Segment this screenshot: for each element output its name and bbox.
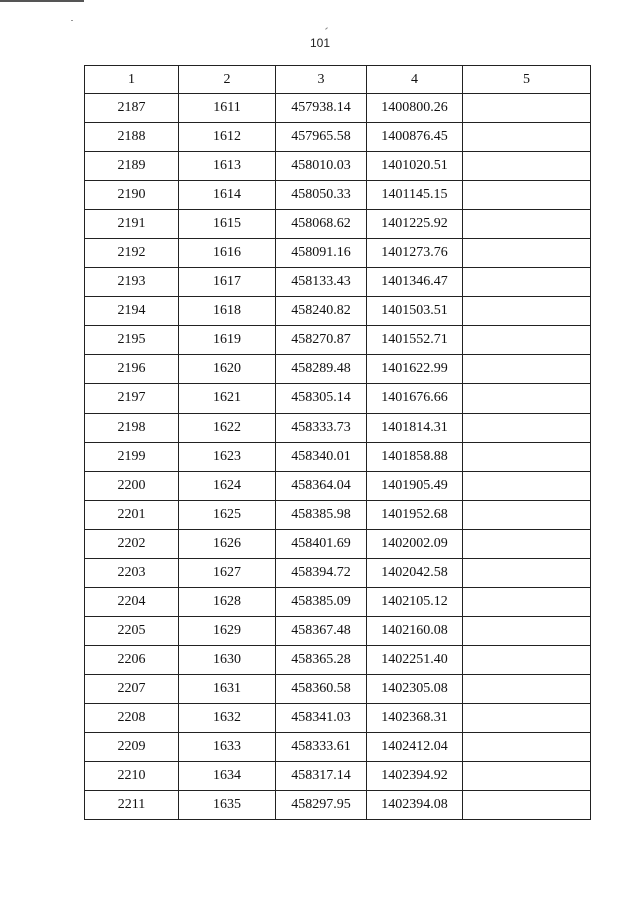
table-cell [463,587,591,616]
table-cell: 2210 [85,762,179,791]
table-cell [463,703,591,732]
table-cell: 457965.58 [276,123,367,152]
table-cell [463,674,591,703]
scan-edge-mark [0,0,84,2]
table-cell: 1626 [179,529,276,558]
table-cell: 458333.61 [276,733,367,762]
coordinates-table [84,65,591,820]
table-cell: 1635 [179,791,276,820]
table-row [85,268,591,297]
table-cell: 1618 [179,297,276,326]
table-cell: 1634 [179,762,276,791]
table-cell [463,384,591,413]
table-cell: 458297.95 [276,791,367,820]
table-cell: 1622 [179,413,276,442]
table-cell: 2196 [85,355,179,384]
table-cell: 1611 [179,94,276,123]
table-body [85,66,591,820]
scan-speck [71,20,73,21]
table-cell: 1633 [179,733,276,762]
table-cell: 1401952.68 [367,500,463,529]
table-cell [463,471,591,500]
table-cell: 1401858.88 [367,442,463,471]
table-cell: 1402305.08 [367,674,463,703]
table-cell [463,762,591,791]
table-cell: 1401905.49 [367,471,463,500]
table-row [85,529,591,558]
table-cell: 458091.16 [276,239,367,268]
table-cell: 1401814.31 [367,413,463,442]
table-cell: 1402160.08 [367,616,463,645]
table-row [85,558,591,587]
table-cell: 1402251.40 [367,645,463,674]
table-cell: 458317.14 [276,762,367,791]
table-cell: 2199 [85,442,179,471]
table-cell: 1625 [179,500,276,529]
table-row [85,587,591,616]
table-cell: 1402042.58 [367,558,463,587]
table-cell: 458010.03 [276,152,367,181]
table-row [85,355,591,384]
table-cell: 458333.73 [276,413,367,442]
table-cell: 1402368.31 [367,703,463,732]
table-cell: 2189 [85,152,179,181]
table-row [85,616,591,645]
table-cell [463,558,591,587]
table-cell [463,210,591,239]
table-row [85,384,591,413]
table-cell: 1613 [179,152,276,181]
table-cell: 2188 [85,123,179,152]
table-cell: 1616 [179,239,276,268]
table-cell: 458360.58 [276,674,367,703]
table-cell: 1402002.09 [367,529,463,558]
table-cell: 458340.01 [276,442,367,471]
table-cell: 1402394.92 [367,762,463,791]
table-cell: 1621 [179,384,276,413]
table-cell: 2187 [85,94,179,123]
table-cell: 2203 [85,558,179,587]
table-cell: 1401145.15 [367,181,463,210]
table-header-row [85,66,591,94]
table-cell: 1630 [179,645,276,674]
table-row [85,791,591,820]
table-cell: 2195 [85,326,179,355]
table-row [85,413,591,442]
table-cell [463,268,591,297]
table-cell: 458365.28 [276,645,367,674]
table-cell: 1615 [179,210,276,239]
table-cell: 1623 [179,442,276,471]
table-row [85,471,591,500]
table-cell: 458050.33 [276,181,367,210]
table-cell: 1401346.47 [367,268,463,297]
table-cell: 458401.69 [276,529,367,558]
table-row [85,762,591,791]
table-cell: 2190 [85,181,179,210]
table-row [85,239,591,268]
table-cell: 2208 [85,703,179,732]
table-cell: 457938.14 [276,94,367,123]
table-row [85,210,591,239]
table-row [85,674,591,703]
table-cell: 2205 [85,616,179,645]
table-row [85,442,591,471]
table-cell: 458385.98 [276,500,367,529]
table-cell: 2198 [85,413,179,442]
table-cell: 2192 [85,239,179,268]
table-cell [463,355,591,384]
table-row [85,733,591,762]
table-cell [463,645,591,674]
table-cell: 1402412.04 [367,733,463,762]
table-cell [463,181,591,210]
table-row [85,181,591,210]
table-cell: 1624 [179,471,276,500]
table-cell: 2201 [85,500,179,529]
table-cell: 458367.48 [276,616,367,645]
column-header: 1 [85,66,179,94]
table-cell: 458305.14 [276,384,367,413]
table-cell [463,297,591,326]
table-cell: 2194 [85,297,179,326]
table-cell: 1617 [179,268,276,297]
table-cell: 1614 [179,181,276,210]
table-row [85,500,591,529]
table-cell: 1628 [179,587,276,616]
table-cell [463,239,591,268]
table-cell: 1620 [179,355,276,384]
table-cell: 1401676.66 [367,384,463,413]
table-row [85,703,591,732]
table-row [85,297,591,326]
table-cell: 2193 [85,268,179,297]
table-cell [463,529,591,558]
column-header: 2 [179,66,276,94]
table-cell: 2191 [85,210,179,239]
table-cell: 2197 [85,384,179,413]
table-cell: 458289.48 [276,355,367,384]
table-cell: 458385.09 [276,587,367,616]
table-cell: 1629 [179,616,276,645]
table-cell: 1627 [179,558,276,587]
table-row [85,645,591,674]
table-cell: 1401225.92 [367,210,463,239]
table-cell: 1401503.51 [367,297,463,326]
table-cell: 1400876.45 [367,123,463,152]
table-cell: 458270.87 [276,326,367,355]
table-cell: 2200 [85,471,179,500]
table-row [85,152,591,181]
table-cell [463,123,591,152]
table-cell: 1401552.71 [367,326,463,355]
table-cell [463,733,591,762]
table-cell: 458394.72 [276,558,367,587]
table-cell [463,326,591,355]
table-cell [463,442,591,471]
table-cell: 1612 [179,123,276,152]
table-row [85,94,591,123]
table-cell [463,152,591,181]
table-cell: 2211 [85,791,179,820]
table-cell: 1631 [179,674,276,703]
page-number: 101 [309,36,331,50]
table-cell: 1402105.12 [367,587,463,616]
table-row [85,326,591,355]
table-cell: 1619 [179,326,276,355]
table-cell [463,500,591,529]
table-cell: 2207 [85,674,179,703]
column-header: 5 [463,66,591,94]
scan-speck [325,27,328,30]
table-cell: 1400800.26 [367,94,463,123]
table-cell: 2206 [85,645,179,674]
table-cell: 1632 [179,703,276,732]
table-cell [463,616,591,645]
table-cell: 458341.03 [276,703,367,732]
table-cell: 458240.82 [276,297,367,326]
table-cell: 2204 [85,587,179,616]
column-header: 3 [276,66,367,94]
table-cell: 1401273.76 [367,239,463,268]
table-cell [463,413,591,442]
table-cell: 2209 [85,733,179,762]
table-cell: 458364.04 [276,471,367,500]
table-row [85,123,591,152]
table-cell: 1401020.51 [367,152,463,181]
table-cell: 458133.43 [276,268,367,297]
table-cell [463,791,591,820]
table-cell: 458068.62 [276,210,367,239]
table-cell: 2202 [85,529,179,558]
table-cell [463,94,591,123]
table-cell: 1401622.99 [367,355,463,384]
table-cell: 1402394.08 [367,791,463,820]
column-header: 4 [367,66,463,94]
